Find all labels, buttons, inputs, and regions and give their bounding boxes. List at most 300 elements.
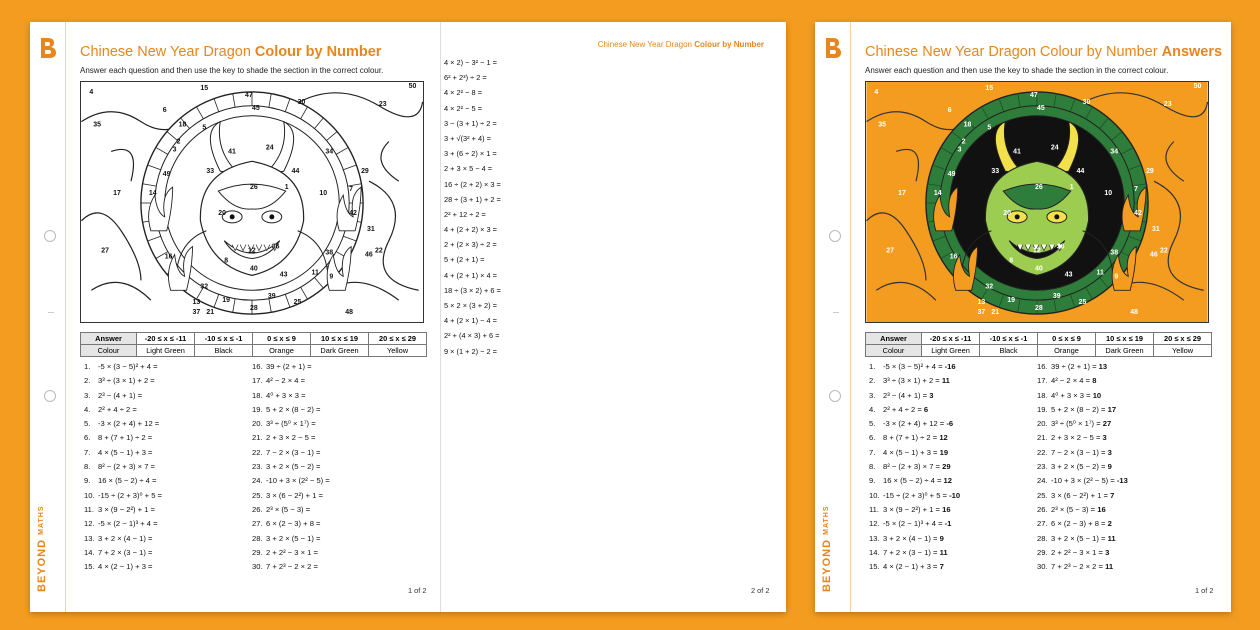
question-expression: -10 + 3 × (2² − 5) = bbox=[266, 476, 330, 486]
answer-value: 27 bbox=[1102, 419, 1112, 429]
question-expression: 7 − 2 × (3 − 1) = bbox=[1051, 447, 1106, 457]
question-number: 23. bbox=[1037, 462, 1048, 472]
region-number: 26 bbox=[250, 184, 258, 192]
question-item bbox=[84, 476, 162, 490]
question-number: 9. bbox=[869, 476, 876, 486]
question-item bbox=[1037, 534, 1128, 548]
question-expression: 4 × 2) − 3² − 1 = bbox=[444, 58, 498, 67]
question-expression: 2² + (4 × 3) + 6 = bbox=[444, 331, 500, 341]
question-item bbox=[1037, 476, 1128, 490]
question-number: 4. bbox=[84, 404, 91, 414]
key-range: -20 ≤ x ≤ -11 bbox=[922, 333, 980, 345]
question-expression: 7 − 2 × (3 − 1) = bbox=[266, 447, 321, 457]
answer-value: 2 bbox=[1107, 519, 1112, 529]
region-number: 31 bbox=[367, 225, 375, 233]
question-number: 11. bbox=[869, 504, 879, 514]
region-number: 23 bbox=[378, 100, 387, 108]
question-item bbox=[84, 505, 162, 519]
question-number: 10. bbox=[84, 490, 95, 500]
region-number: 46 bbox=[1150, 251, 1158, 259]
region-number: 26 bbox=[1035, 184, 1043, 192]
question-item bbox=[84, 534, 162, 548]
region-number: 16 bbox=[949, 253, 958, 261]
question-item bbox=[1037, 462, 1128, 476]
question-item bbox=[1037, 419, 1128, 433]
region-number: 2 bbox=[176, 138, 181, 146]
question-expression: 2 + (2 × 3) ÷ 2 = bbox=[444, 240, 497, 250]
question-expression: 8² − (2 + 3) × 7 = bbox=[883, 462, 940, 472]
question-expression: 7 + 2 × (3 − 1) = bbox=[98, 547, 153, 557]
region-number: 37 bbox=[977, 309, 986, 317]
answer-value: 11 bbox=[939, 547, 948, 557]
question-number: 13. bbox=[869, 533, 880, 543]
region-number: 20 bbox=[1003, 209, 1011, 217]
question-item bbox=[1037, 376, 1128, 390]
question-item bbox=[84, 491, 162, 505]
question-expression: 7 + 2³ − 2 × 2 = bbox=[266, 562, 318, 572]
answers-left-column bbox=[869, 362, 960, 576]
question-item bbox=[252, 562, 330, 576]
answer-value: 3 bbox=[1102, 433, 1107, 443]
answer-value: 10 bbox=[1092, 390, 1102, 400]
questions-right-column bbox=[252, 362, 330, 576]
page-number: 2 of 2 bbox=[751, 586, 770, 595]
region-number: 7 bbox=[349, 186, 354, 194]
question-expression: 2² + 4 ÷ 2 = bbox=[98, 404, 137, 414]
colour-key-table bbox=[80, 332, 427, 357]
questions-page2-column bbox=[444, 58, 501, 362]
question-expression: 16 × (5 − 2) ÷ 4 = bbox=[98, 476, 157, 486]
question-number: 29. bbox=[252, 547, 263, 557]
key-colour: Light Green bbox=[137, 345, 195, 357]
question-expression: 4 + (2 + 2) × 3 = bbox=[444, 225, 498, 235]
answer-value: -10 bbox=[949, 490, 961, 500]
answers-instructions: Answer each question and then use the key to shade the section in the correct colour. bbox=[865, 66, 1169, 75]
question-item bbox=[84, 433, 162, 447]
region-number: 14 bbox=[148, 190, 157, 198]
question-number: 21. bbox=[1037, 433, 1048, 443]
question-item bbox=[84, 448, 162, 462]
question-item bbox=[1037, 519, 1128, 533]
question-number: 12. bbox=[869, 519, 880, 529]
region-number: 27 bbox=[886, 247, 894, 255]
region-number: 4 bbox=[89, 88, 94, 96]
question-expression: 5 + 2 × (8 − 2) = bbox=[266, 404, 321, 414]
answer-value: 12 bbox=[943, 476, 952, 486]
question-item bbox=[84, 405, 162, 419]
question-item bbox=[869, 405, 960, 419]
question-expression: 16 ÷ (2 + 2) × 3 = bbox=[444, 179, 501, 189]
answer-value: 11 bbox=[941, 376, 950, 386]
key-range: -10 ≤ x ≤ -1 bbox=[980, 333, 1038, 345]
key-colour: Orange bbox=[253, 345, 311, 357]
question-item bbox=[252, 548, 330, 562]
key-colour: Black bbox=[980, 345, 1038, 357]
question-number: 25. bbox=[252, 490, 263, 500]
dragon-pupil-right bbox=[1054, 214, 1059, 219]
dragon-picture-svg bbox=[866, 82, 1208, 322]
question-expression: 5 × 2 × (3 + 2) = bbox=[444, 301, 498, 310]
question-expression: 4 × (5 − 1) + 3 = bbox=[883, 447, 938, 457]
page-number: 1 of 2 bbox=[1195, 586, 1214, 595]
question-item bbox=[869, 534, 960, 548]
answer-value: -1 bbox=[944, 519, 952, 529]
question-item bbox=[84, 562, 162, 576]
question-item bbox=[84, 376, 162, 390]
region-number: 48 bbox=[1130, 309, 1138, 317]
question-expression: 2³ × (5 − 3) = bbox=[266, 504, 311, 514]
question-item bbox=[869, 419, 960, 433]
region-number: 21 bbox=[991, 309, 1000, 317]
question-item bbox=[1037, 548, 1128, 562]
question-number: 26. bbox=[1037, 504, 1048, 514]
punch-hole bbox=[44, 390, 56, 402]
region-number: 30 bbox=[1082, 98, 1091, 106]
question-expression: -15 ÷ (2 + 3)⁰ + 5 = bbox=[883, 490, 947, 500]
region-number: 47 bbox=[245, 91, 253, 99]
region-number: 28 bbox=[1035, 305, 1043, 313]
question-number: 28. bbox=[1037, 533, 1048, 543]
question-item bbox=[252, 462, 330, 476]
question-number: 3. bbox=[84, 390, 91, 400]
worksheet-title: Chinese New Year Dragon Colour by Number bbox=[80, 44, 382, 60]
region-number: 14 bbox=[933, 190, 942, 198]
region-number: 12 bbox=[248, 247, 256, 255]
answer-value: -13 bbox=[1116, 476, 1128, 486]
region-number: 1 bbox=[1069, 184, 1074, 192]
page-number: 1 of 2 bbox=[408, 586, 427, 595]
brand-strip bbox=[815, 22, 851, 612]
question-expression: -5 × (3 − 5)² + 4 = bbox=[98, 362, 158, 371]
punch-hole bbox=[829, 230, 841, 242]
worksheet-spread bbox=[30, 22, 786, 612]
region-number: 42 bbox=[1134, 209, 1142, 217]
question-expression: 3 + 2 × (5 − 2) = bbox=[266, 462, 321, 472]
question-item bbox=[252, 476, 330, 490]
region-number: 29 bbox=[1146, 168, 1154, 176]
answers-title: Chinese New Year Dragon Colour by Number Answers bbox=[865, 44, 1223, 60]
question-expression: 28 ÷ (3 + 1) + 2 = bbox=[444, 194, 501, 204]
answers-sheet bbox=[815, 22, 1231, 612]
region-number: 22 bbox=[1159, 247, 1168, 255]
region-number: 38 bbox=[325, 249, 334, 257]
question-number: 6. bbox=[84, 433, 91, 443]
question-number: 16. bbox=[252, 362, 263, 371]
region-number: 25 bbox=[1078, 299, 1087, 307]
region-number: 22 bbox=[374, 247, 383, 255]
question-number: 19. bbox=[1037, 404, 1048, 414]
question-number: 18. bbox=[252, 390, 263, 400]
region-number: 25 bbox=[293, 299, 302, 307]
question-number: 22. bbox=[1037, 447, 1048, 457]
answer-value: 17 bbox=[1107, 404, 1117, 414]
question-expression: 2³ − (4 + 1) = bbox=[883, 390, 928, 400]
question-item bbox=[869, 391, 960, 405]
question-item bbox=[252, 448, 330, 462]
region-number: 39 bbox=[267, 293, 276, 301]
question-item bbox=[252, 491, 330, 505]
question-number: 27. bbox=[1037, 519, 1048, 529]
question-number: 12. bbox=[84, 519, 95, 529]
question-expression: 39 ÷ (2 + 1) = bbox=[266, 362, 312, 371]
question-number: 1. bbox=[84, 362, 91, 371]
question-expression: 6 × (2 − 3) + 8 = bbox=[266, 519, 321, 529]
question-expression: 2 + 3 × 2 − 5 = bbox=[1051, 433, 1101, 443]
key-colour: Yellow bbox=[1154, 345, 1212, 357]
region-number: 6 bbox=[947, 106, 952, 114]
question-item bbox=[869, 376, 960, 390]
key-answer-label: Answer bbox=[866, 333, 922, 345]
answer-value: 7 bbox=[1110, 490, 1115, 500]
answer-value: -16 bbox=[944, 362, 956, 371]
question-number: 22. bbox=[252, 447, 263, 457]
question-number: 20. bbox=[1037, 419, 1048, 429]
region-number: 41 bbox=[1013, 148, 1021, 156]
region-number: 44 bbox=[1076, 168, 1085, 176]
question-expression: -5 × (3 − 5)² + 4 = bbox=[883, 362, 943, 371]
question-expression: -15 ÷ (2 + 3)⁰ + 5 = bbox=[98, 490, 162, 500]
question-number: 17. bbox=[252, 376, 263, 386]
question-item bbox=[252, 433, 330, 447]
answer-value: 6 bbox=[923, 404, 929, 414]
punch-hole bbox=[829, 390, 841, 402]
region-number: 16 bbox=[164, 253, 173, 261]
region-number: 32 bbox=[200, 283, 209, 291]
question-item bbox=[84, 391, 162, 405]
region-number: 47 bbox=[1030, 91, 1038, 99]
key-colour-label: Colour bbox=[81, 345, 137, 357]
question-expression: 16 × (5 − 2) ÷ 4 = bbox=[883, 476, 942, 486]
question-number: 8. bbox=[869, 462, 876, 472]
region-number: 3 bbox=[957, 146, 962, 154]
question-expression: 2² + 12 ÷ 2 = bbox=[444, 209, 486, 219]
question-expression: 3 − (3 + 1) ÷ 2 = bbox=[444, 118, 497, 128]
brand-vertical-text: BEYOND MATHS bbox=[821, 505, 833, 592]
question-expression: 4² − 2 × 4 = bbox=[1051, 376, 1091, 386]
question-number: 30. bbox=[252, 562, 263, 572]
dragon-pupil-left bbox=[1015, 214, 1020, 219]
question-expression: 4 + (2 + 1) × 4 = bbox=[444, 270, 498, 280]
answer-value: 3 bbox=[929, 390, 934, 400]
key-colour: Orange bbox=[1038, 345, 1096, 357]
question-number: 27. bbox=[252, 519, 263, 529]
question-item bbox=[1037, 505, 1128, 519]
question-expression: 8 + (7 + 1) ÷ 2 = bbox=[98, 433, 153, 443]
answer-value: 29 bbox=[942, 462, 951, 472]
key-range: 0 ≤ x ≤ 9 bbox=[253, 333, 311, 345]
region-number: 6 bbox=[162, 106, 167, 114]
question-item bbox=[1037, 448, 1128, 462]
question-item bbox=[252, 519, 330, 533]
question-expression: -3 × (2 + 4) + 12 = bbox=[98, 419, 160, 429]
region-number: 15 bbox=[985, 84, 994, 92]
region-number: 43 bbox=[1064, 271, 1073, 279]
region-number: 27 bbox=[101, 247, 109, 255]
colour-key-table bbox=[865, 332, 1212, 357]
punch-hole bbox=[44, 230, 56, 242]
question-item bbox=[869, 562, 960, 576]
question-number: 10. bbox=[869, 490, 880, 500]
region-number: 19 bbox=[222, 297, 230, 305]
region-number: 20 bbox=[218, 209, 226, 217]
question-expression: 2 + 3 × 5 − 4 = bbox=[444, 164, 493, 174]
region-number: 31 bbox=[1152, 225, 1160, 233]
question-item bbox=[252, 419, 330, 433]
region-number: 23 bbox=[1163, 100, 1172, 108]
question-number: 28. bbox=[252, 533, 263, 543]
worksheet-instructions: Answer each question and then use the key to shade the section in the correct colour. bbox=[80, 66, 384, 75]
answer-value: 9 bbox=[939, 533, 944, 543]
question-item bbox=[252, 405, 330, 419]
question-expression: 2³ × (5 − 3) = bbox=[1051, 504, 1096, 514]
question-expression: 3³ ÷ (5⁰ × 1⁷) = bbox=[1051, 419, 1101, 429]
key-range: 20 ≤ x ≤ 29 bbox=[369, 333, 427, 345]
question-item bbox=[84, 362, 162, 376]
region-number: 21 bbox=[206, 309, 215, 317]
region-number: 32 bbox=[985, 283, 994, 291]
region-number: 9 bbox=[1114, 273, 1119, 281]
question-item bbox=[84, 419, 162, 433]
question-item bbox=[869, 433, 960, 447]
question-item bbox=[252, 391, 330, 405]
question-expression: 3 + 2 × (5 − 1) = bbox=[266, 533, 321, 543]
question-number: 2. bbox=[869, 376, 876, 386]
region-number: 30 bbox=[297, 98, 306, 106]
question-number: 5. bbox=[869, 419, 876, 429]
question-expression: -10 + 3 × (2² − 5) = bbox=[1051, 476, 1115, 486]
question-number: 15. bbox=[84, 562, 95, 572]
colour-by-number-picture bbox=[80, 81, 424, 323]
question-number: 5. bbox=[84, 419, 91, 429]
question-item bbox=[1037, 562, 1128, 576]
question-expression: 3 × (6 − 2²) + 1 = bbox=[1051, 490, 1108, 500]
region-number: 37 bbox=[192, 309, 201, 317]
question-item bbox=[84, 462, 162, 476]
question-item bbox=[869, 519, 960, 533]
question-expression: 3 + 2 × (5 − 2) = bbox=[1051, 462, 1106, 472]
region-number: 41 bbox=[228, 148, 236, 156]
region-number: 50 bbox=[1193, 82, 1202, 90]
key-colour-label: Colour bbox=[866, 345, 922, 357]
region-number: 2 bbox=[961, 138, 966, 146]
answer-value: 13 bbox=[1098, 362, 1108, 371]
question-number: 21. bbox=[252, 433, 263, 443]
answer-value: 7 bbox=[939, 562, 944, 572]
region-number: 40 bbox=[1035, 265, 1043, 273]
question-number: 1. bbox=[869, 362, 876, 371]
question-number: 17. bbox=[1037, 376, 1048, 386]
region-number: 4 bbox=[874, 88, 879, 96]
question-expression: 3 + (6 ÷ 2) × 1 = bbox=[444, 149, 497, 159]
question-item bbox=[252, 376, 330, 390]
question-item bbox=[1037, 405, 1128, 419]
question-expression: 4² − 2 × 4 = bbox=[266, 376, 306, 386]
answer-value: 3 bbox=[1107, 447, 1112, 457]
question-expression: 4 + (2 × 1) − 4 = bbox=[444, 316, 498, 326]
region-number: 24 bbox=[265, 144, 274, 152]
question-expression: 3 × (9 − 2²) + 1 = bbox=[98, 504, 155, 514]
region-number: 48 bbox=[345, 309, 353, 317]
key-colour: Light Green bbox=[922, 345, 980, 357]
region-number: 12 bbox=[1033, 247, 1041, 255]
region-number: 10 bbox=[1104, 190, 1113, 198]
answer-value: 8 bbox=[1092, 376, 1097, 386]
region-number: 5 bbox=[202, 124, 207, 132]
question-expression: 3 + 2 × (5 − 1) = bbox=[1051, 533, 1106, 543]
coloured-answer-picture bbox=[865, 81, 1209, 323]
question-expression: 2 + 3 × 2 − 5 = bbox=[266, 433, 316, 443]
dragon-pupil-right bbox=[269, 214, 274, 219]
question-number: 14. bbox=[869, 547, 880, 557]
question-expression: 4 × 2² − 5 = bbox=[444, 103, 483, 113]
question-number: 6. bbox=[869, 433, 876, 443]
question-expression: 4⁰ + 3 × 3 = bbox=[1051, 390, 1091, 400]
question-expression: 5 + 2 × (8 − 2) = bbox=[1051, 404, 1106, 414]
question-expression: 9 × (1 + 2) − 2 = bbox=[444, 346, 498, 356]
region-number: 33 bbox=[991, 168, 1000, 176]
question-expression: 18 ÷ (3 × 2) + 6 = bbox=[444, 285, 501, 295]
answer-value: -6 bbox=[946, 419, 954, 429]
beyond-logo-icon bbox=[38, 36, 60, 60]
question-number: 4. bbox=[869, 404, 876, 414]
region-number: 49 bbox=[162, 171, 171, 179]
region-number: 35 bbox=[878, 121, 887, 129]
question-number: 19. bbox=[252, 404, 263, 414]
answer-value: 11 bbox=[1105, 562, 1114, 572]
key-range: 10 ≤ x ≤ 19 bbox=[311, 333, 369, 345]
region-number: 50 bbox=[408, 82, 417, 90]
region-number: 8 bbox=[224, 257, 229, 265]
question-expression: 4 × (2 − 1) + 3 = bbox=[98, 562, 153, 572]
answer-value: 12 bbox=[939, 433, 948, 443]
question-number: 7. bbox=[869, 447, 876, 457]
question-number: 20. bbox=[252, 419, 263, 429]
question-item bbox=[1037, 491, 1128, 505]
question-expression: 8 + (7 + 1) ÷ 2 = bbox=[883, 433, 938, 443]
region-number: 44 bbox=[291, 168, 300, 176]
key-range: -10 ≤ x ≤ -1 bbox=[195, 333, 253, 345]
region-number: 42 bbox=[349, 209, 357, 217]
question-expression: 3³ ÷ (3 × 1) + 2 = bbox=[883, 376, 940, 386]
question-expression: 39 ÷ (2 + 1) = bbox=[1051, 362, 1097, 371]
question-expression: 4 × (5 − 1) + 3 = bbox=[98, 447, 153, 457]
question-number: 7. bbox=[84, 447, 91, 457]
question-item bbox=[869, 476, 960, 490]
question-expression: 3 + 2 × (4 − 1) = bbox=[883, 533, 938, 543]
region-number: 35 bbox=[93, 121, 102, 129]
question-item bbox=[869, 548, 960, 562]
beyond-logo-icon bbox=[823, 36, 845, 60]
fold-mark bbox=[48, 312, 54, 313]
question-item bbox=[252, 534, 330, 548]
question-expression: -5 × (2 − 1)³ + 4 = bbox=[98, 519, 158, 529]
region-number: 10 bbox=[319, 190, 328, 198]
answer-value: 3 bbox=[1105, 547, 1110, 557]
key-range: 0 ≤ x ≤ 9 bbox=[1038, 333, 1096, 345]
region-number: 29 bbox=[361, 168, 369, 176]
page-divider bbox=[440, 22, 441, 612]
question-expression: 2³ − (4 + 1) = bbox=[98, 390, 143, 400]
question-number: 14. bbox=[84, 547, 95, 557]
question-expression: 6² + 2³) ÷ 2 = bbox=[444, 73, 487, 83]
key-colour: Dark Green bbox=[311, 345, 369, 357]
region-number: 43 bbox=[279, 271, 288, 279]
answer-value: 16 bbox=[1097, 504, 1106, 514]
question-item bbox=[1037, 391, 1128, 405]
question-number: 29. bbox=[1037, 547, 1048, 557]
question-expression: 4⁰ + 3 × 3 = bbox=[266, 390, 306, 400]
region-number: 15 bbox=[200, 84, 209, 92]
